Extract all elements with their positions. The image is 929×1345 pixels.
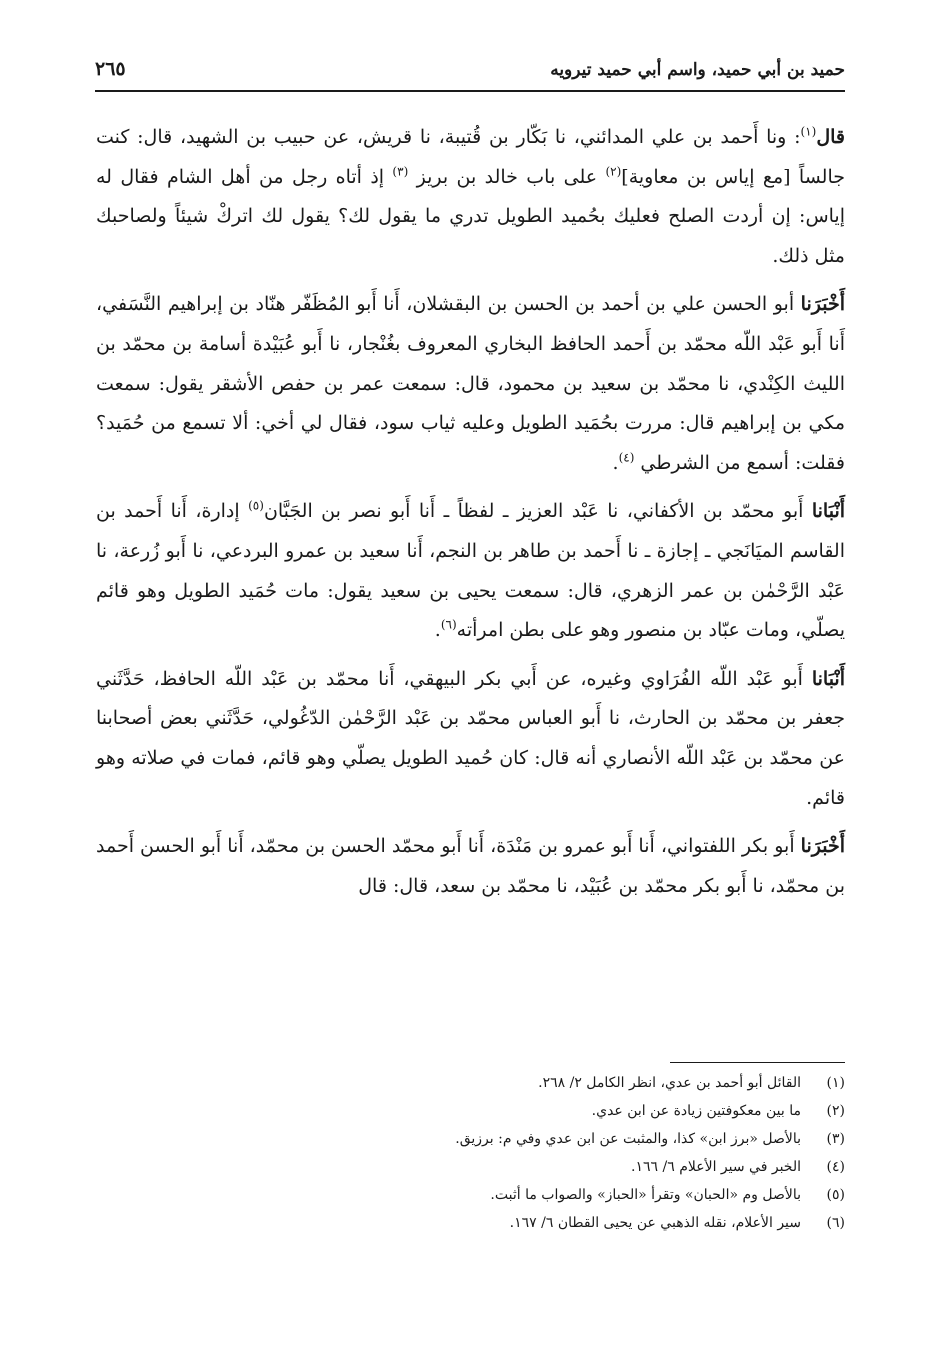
- paragraph-text: .: [434, 619, 441, 642]
- footnote-marker: (٤): [618, 450, 635, 465]
- footnote-item: [96, 1075, 845, 1103]
- running-header-title: حميد بن أبي حميد، واسم أبي حميد تيرويه: [550, 60, 845, 80]
- footnote-number: (٦): [826, 1215, 845, 1231]
- main-text: [96, 118, 845, 915]
- footnote-separator: [670, 1062, 845, 1063]
- paragraph-text: أَبو بكر اللفتواني، أَنا أَبو عمرو بن مَنْدَة، أَنا أَبو محمّد الحسن بن محمّد، أَنا أَبو الحسن أَحمد بن محمّد، نا أَبو بكر محمّد بن عُبَيْد، نا محمّد بن سعد، قال: قال: [96, 835, 845, 897]
- paragraph: [96, 827, 845, 906]
- footnote-number: (١): [826, 1075, 845, 1091]
- paragraph-text: إدارة، أَنا أَحمد بن القاسم الميَانَجي ـ إجازة ـ نا أَحمد بن طاهر بن النجم، أَنا سعيد بن عمرو البردعي، نا أَبو زُرعة، نا عَبْد الرَّحْمٰن بن عمر الزهري، قال: سمعت يحيى بن سعيد يقول: مات حُمَيد الطويل وهو قائم يصلّي، ومات عبّاد بن منصور وهو على بطن امرأته: [96, 500, 845, 642]
- paragraph: [96, 660, 845, 818]
- footnote-text: ما بين معكوفتين زيادة عن ابن عدي.: [591, 1103, 801, 1119]
- paragraph-text: .: [612, 451, 619, 474]
- footnote-marker: (٢): [605, 164, 622, 179]
- footnote-number: (٤): [826, 1159, 845, 1175]
- paragraph: [96, 492, 845, 650]
- footnote-item: [96, 1159, 845, 1187]
- footnote-number: (٣): [826, 1131, 845, 1147]
- footnote-number: (٥): [826, 1187, 845, 1203]
- paragraph-lead-word: أَخْبَرَنا: [800, 835, 845, 858]
- paragraph-text: أبو الحسن علي بن أحمد بن الحسن بن البقشلان، أَنا أَبو المُظَفّر هنّاد بن إبراهيم النَّسَفي، أَنا أَبو عَبْد اللّه محمّد بن أَحمد الحافظ البخاري المعروف بغُنْجار، نا أَبو عُبَيْدة أسامة بن محمّد بن الليث الكِنْدي، نا محمّد بن سعيد بن محمود، قال: سمعت عمر بن حفص الأشقر يقول: سمعت مكي بن إبراهيم قال: مررت بحُمَيد الطويل وعليه ثياب سود، فقال لي أخي: ألا تسمع من حُمَيد؟ فقلت: أسمع من الشرطي: [96, 293, 845, 474]
- footnote-number: (٢): [826, 1103, 845, 1119]
- footnote-item: [96, 1131, 845, 1159]
- footnote-marker: (٦): [440, 617, 457, 632]
- footnote-text: بالأصل وم «الحبان» وتقرأ «الحباز» والصواب ما أثبت.: [490, 1187, 801, 1203]
- paragraph: [96, 118, 845, 276]
- footnote-marker: (٥): [248, 499, 264, 514]
- paragraph-text: أَبو عَبْد اللّه الفُرَاوي وغيره، عن أَبي بكر البيهقي، أَنا محمّد بن عَبْد اللّه الحافظ، حَدَّثَني جعفر بن محمّد بن الحارث، نا أَبو العباس محمّد بن عَبْد الرَّحْمٰن الدّغُولي، حَدَّثَني بعض أصحابنا عن محمّد بن عَبْد اللّه الأنصاري أنه قال: كان حُميد الطويل يصلّي وهو قائم، فمات في صلاته وهو قائم.: [96, 667, 845, 809]
- footnote-text: سير الأعلام، نقله الذهبي عن يحيى القطان ٦/ ١٦٧.: [509, 1215, 801, 1231]
- footnote-marker: (١): [800, 124, 817, 139]
- footnote-text: القائل أبو أحمد بن عدي، انظر الكامل ٢/ ٢٦٨.: [538, 1075, 801, 1091]
- paragraph: [96, 285, 845, 483]
- page-number: ٢٦٥: [95, 58, 126, 80]
- footnote-text: بالأصل «برز ابن» كذا، والمثبت عن ابن عدي وفي م: برزيق.: [455, 1131, 801, 1147]
- footnotes: [96, 1075, 845, 1243]
- paragraph-lead-word: أَنْبَانا: [811, 667, 845, 690]
- footnote-item: [96, 1215, 845, 1243]
- footnote-marker: (٣): [392, 164, 409, 179]
- paragraph-lead-word: أَنْبَانا: [811, 500, 846, 523]
- paragraph-lead-word: أَخْبَرَنا: [800, 293, 845, 316]
- footnote-text: الخبر في سير الأعلام ٦/ ١٦٦.: [631, 1159, 801, 1175]
- running-header: [95, 46, 845, 92]
- paragraph-text: : ونا أَحمد بن علي المدائني، نا بَكّار بن قُتيبة، نا قريش، عن حبيب بن الشهيد، قال: كنت جالساً [مع إياس بن معاوية]: [96, 126, 845, 188]
- paragraph-text: على باب خالد بن بريز: [408, 165, 606, 188]
- footnote-item: [96, 1187, 845, 1215]
- footnote-item: [96, 1103, 845, 1131]
- paragraph-text: إذ أتاه رجل من أهل الشام فقال له إياس: إن أردت الصلح فعليك بحُميد الطويل تدري ما يقول لك؟ يقول لك اتركْ شيئاً ولصاحبك مثل ذلك.: [96, 165, 845, 267]
- paragraph-text: أَبو محمّد بن الأكفاني، نا عَبْد العزيز ـ لفظاً ـ أَنا أَبو نصر بن الجَبَّان: [263, 500, 812, 523]
- paragraph-lead-word: قال: [816, 126, 845, 148]
